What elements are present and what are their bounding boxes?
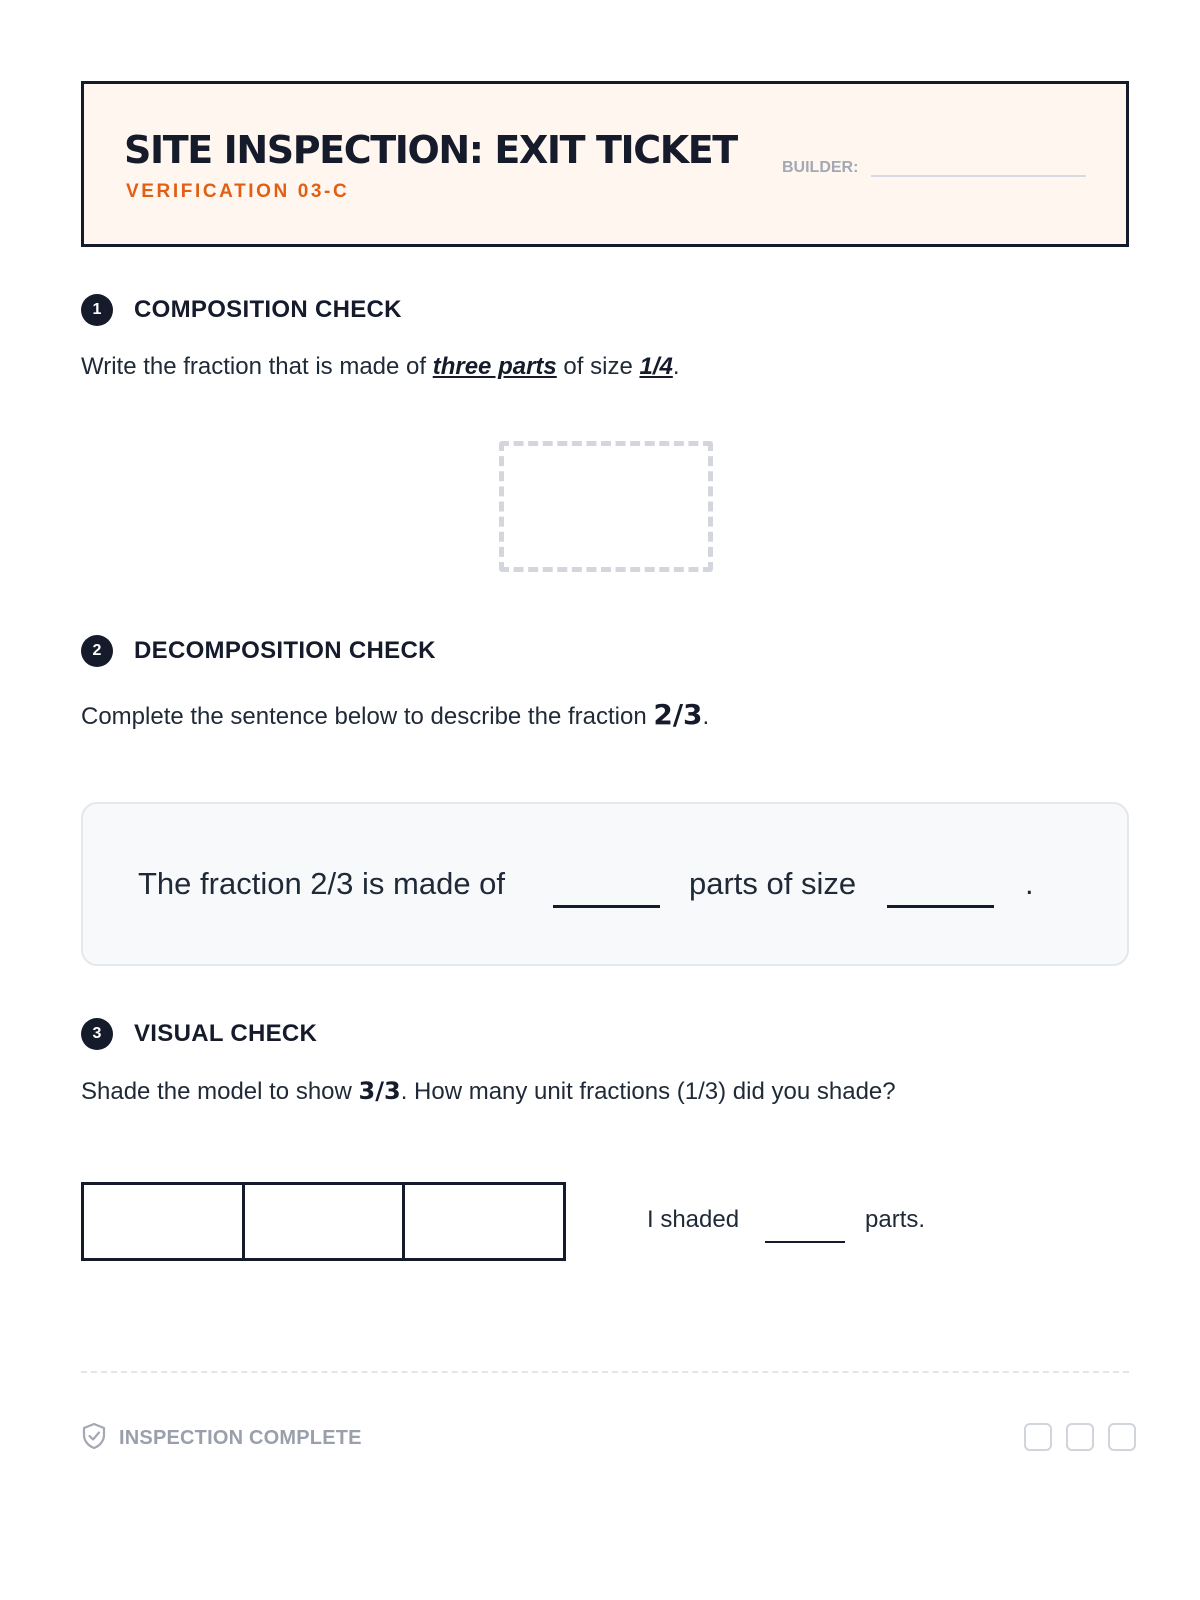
model-part-2[interactable] — [245, 1185, 406, 1258]
sentence-period: . — [1025, 866, 1034, 901]
prompt-fraction: 2/3 — [653, 698, 703, 731]
visual-prompt — [81, 1077, 896, 1106]
status-label: INSPECTION COMPLETE — [119, 1427, 362, 1449]
prompt-text: Write the fraction that is made of — [81, 353, 433, 380]
exit-ticket-page — [81, 81, 1129, 1449]
prompt-text: of size — [556, 353, 640, 380]
prompt-fraction: 1/4 — [639, 353, 673, 380]
prompt-text: . How many unit fractions (1/3) did you shade? — [400, 1078, 896, 1105]
prompt-text: Complete the sentence below to describe the fraction — [81, 703, 654, 730]
step-number-badge: 1 — [81, 294, 113, 326]
section-title: VISUAL CHECK — [134, 1020, 318, 1047]
step-number-badge: 2 — [81, 635, 113, 667]
section-title: COMPOSITION CHECK — [134, 296, 402, 323]
sentence-text: The fraction 2/3 is made of — [138, 866, 506, 901]
parts-count-blank[interactable] — [553, 905, 660, 908]
shaded-count-blank[interactable] — [765, 1241, 845, 1243]
model-part-1[interactable] — [84, 1185, 245, 1258]
step-number-badge: 3 — [81, 1018, 113, 1050]
footer-divider — [81, 1371, 1129, 1373]
checkbox-2[interactable] — [1066, 1423, 1094, 1451]
prompt-text: . — [702, 703, 710, 730]
part-size-blank[interactable] — [887, 905, 994, 908]
inspection-status — [81, 1422, 362, 1455]
fraction-answer-box[interactable] — [499, 441, 713, 572]
sentence-text: parts of size — [689, 866, 857, 901]
sentence-frame-card — [81, 802, 1129, 966]
fraction-bar-model — [81, 1182, 566, 1261]
ticket-header — [81, 81, 1129, 247]
builder-name-field[interactable] — [871, 175, 1086, 177]
shield-check-icon — [81, 1422, 107, 1455]
checkbox-group — [1024, 1423, 1136, 1451]
prompt-text: Shade the model to show — [81, 1078, 359, 1105]
verification-code: VERIFICATION 03-C — [126, 181, 350, 202]
prompt-emphasis: three parts — [432, 353, 557, 380]
shaded-label: I shaded — [647, 1206, 740, 1233]
prompt-text: . — [672, 353, 680, 380]
section-decomposition-header — [81, 635, 436, 667]
section-title: DECOMPOSITION CHECK — [134, 637, 436, 664]
page-title: SITE INSPECTION: EXIT TICKET — [124, 128, 737, 172]
builder-label: BUILDER: — [782, 159, 859, 176]
prompt-fraction: 3/3 — [358, 1077, 401, 1105]
shaded-suffix: parts. — [865, 1206, 926, 1233]
checkbox-1[interactable] — [1024, 1423, 1052, 1451]
section-visual-header — [81, 1018, 317, 1050]
composition-prompt — [81, 353, 680, 381]
model-part-3[interactable] — [405, 1185, 563, 1258]
decomposition-prompt — [81, 698, 709, 731]
section-composition-header — [81, 294, 402, 326]
checkbox-3[interactable] — [1108, 1423, 1136, 1451]
